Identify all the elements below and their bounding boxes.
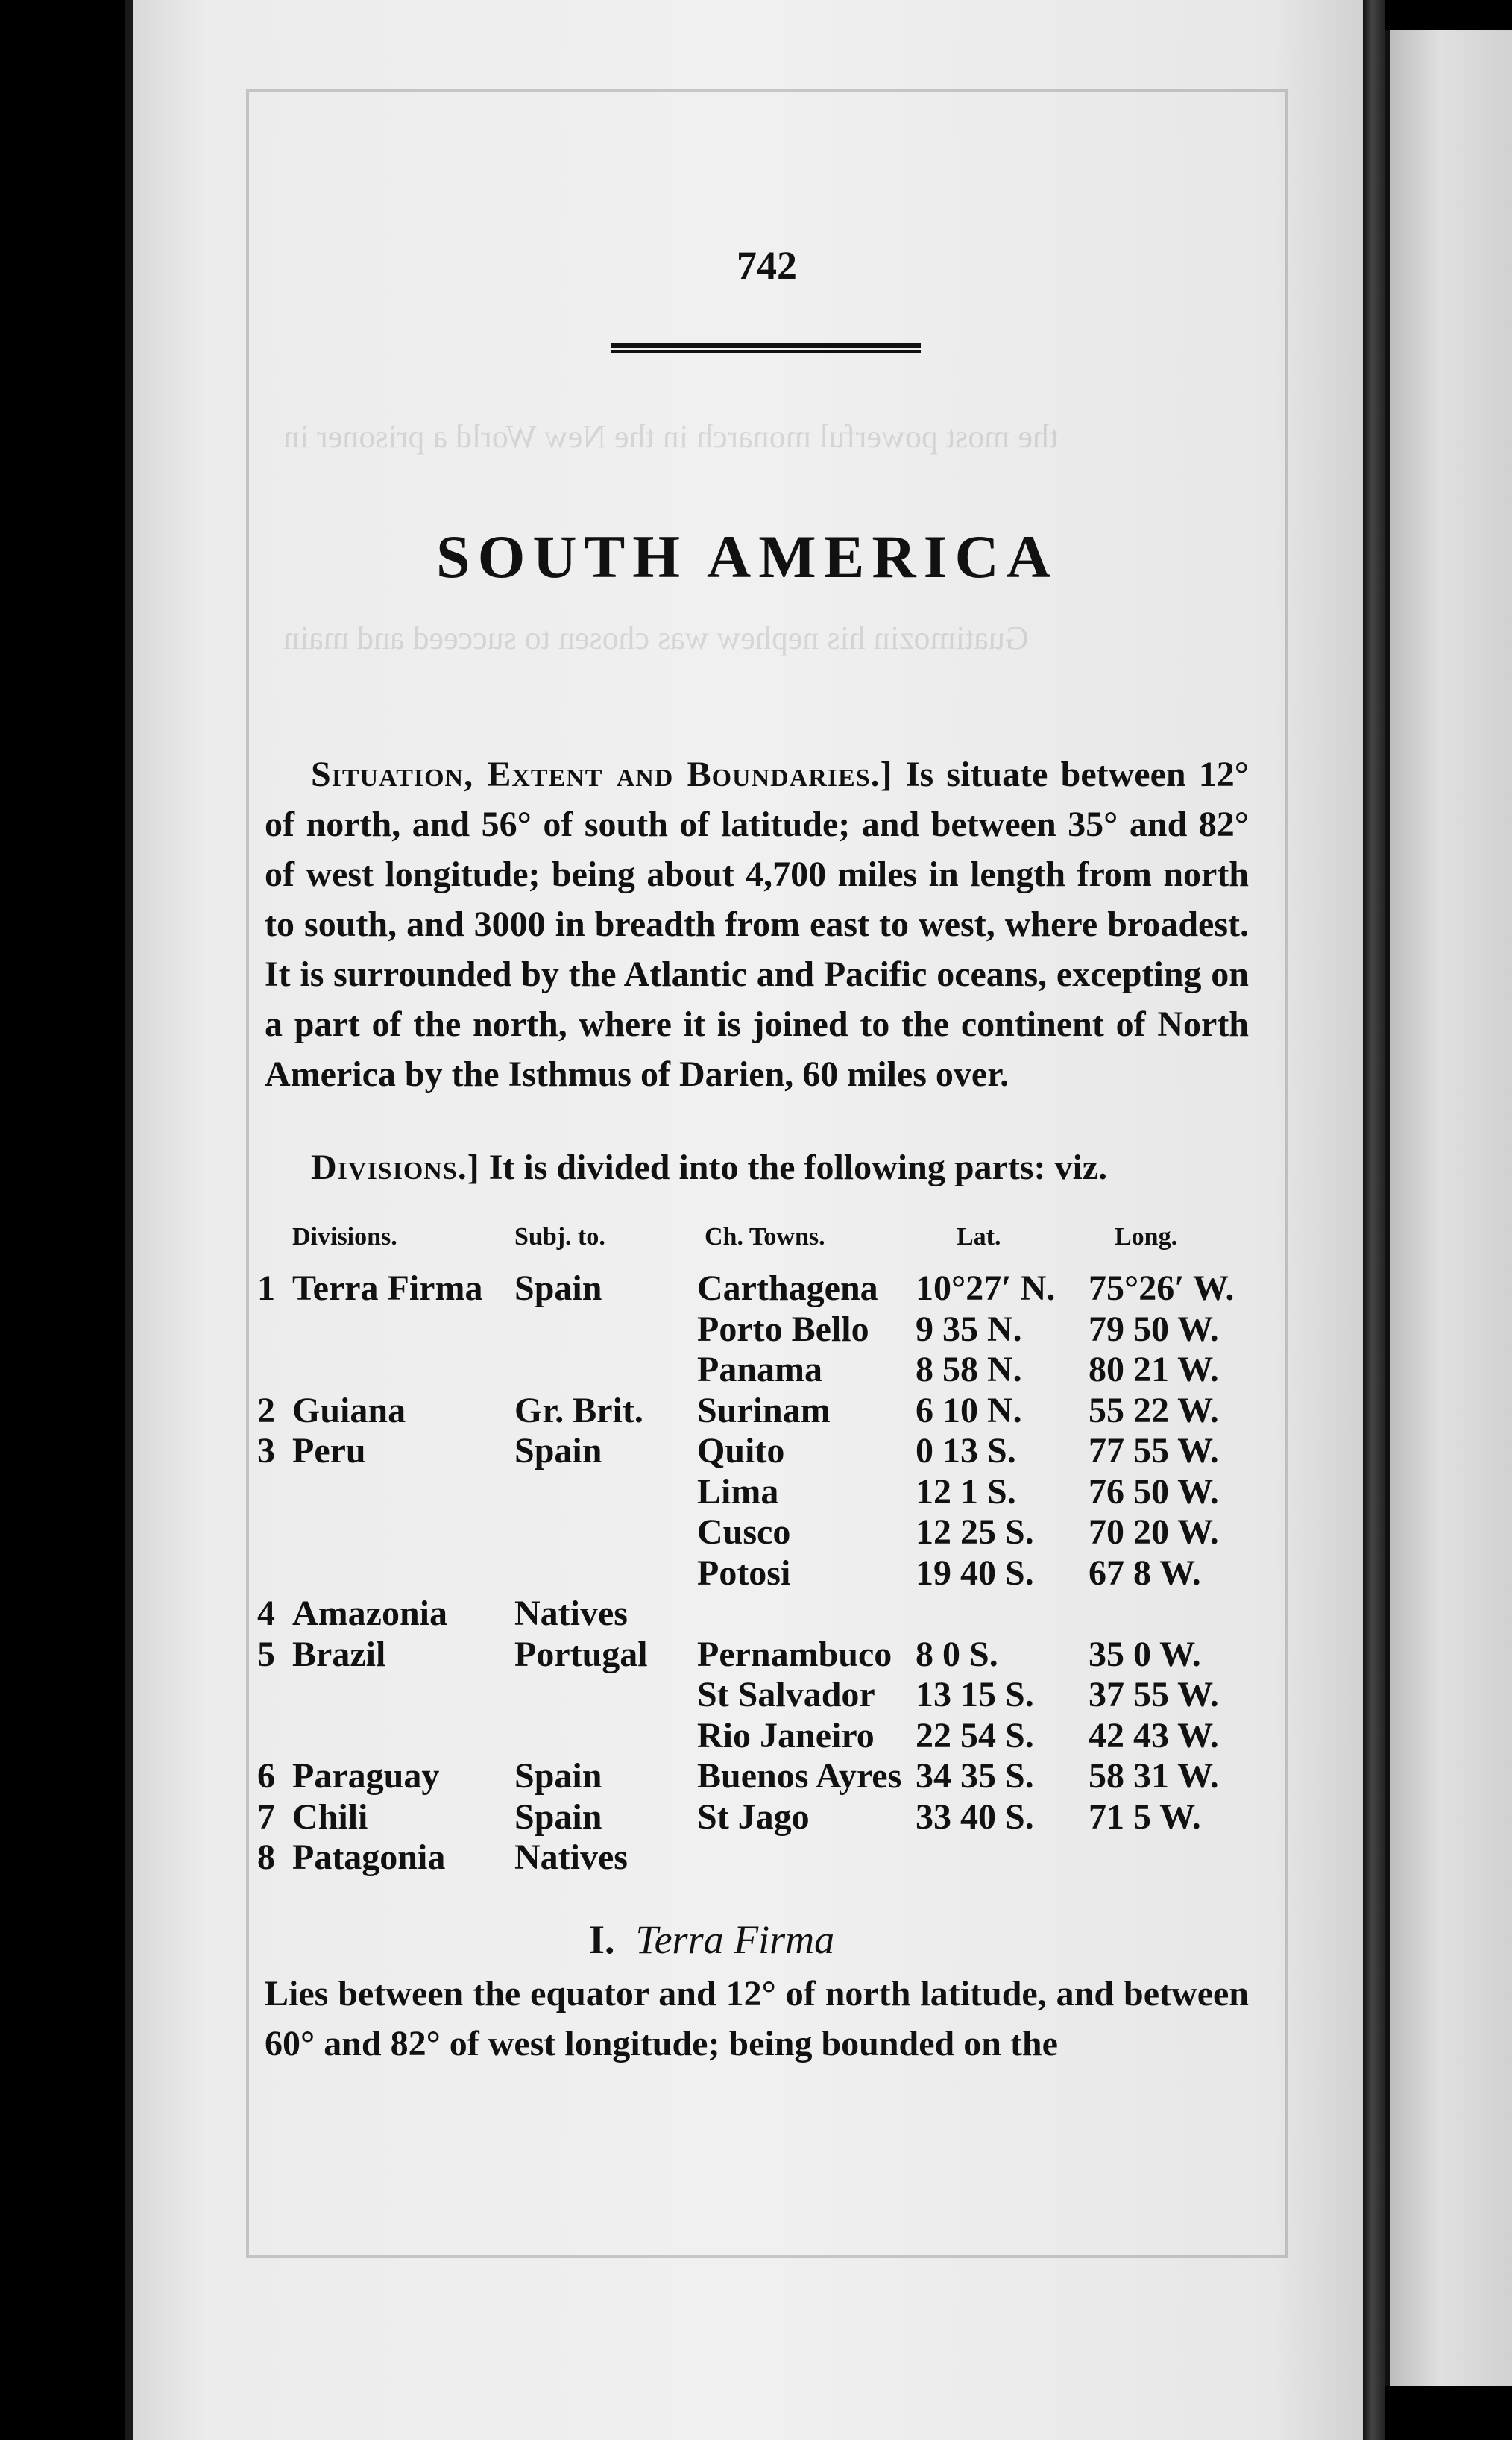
adjacent-page-edge [1385,30,1512,2386]
page-number: 742 [737,243,797,288]
row-number: 5 [257,1634,275,1674]
subject-to: Portugal [514,1634,648,1674]
latitude: 34 35 S. [916,1756,1034,1796]
division-name: Guiana [292,1390,406,1430]
latitude: 9 35 N. [916,1309,1022,1349]
latitude: 0 13 S. [916,1431,1016,1471]
subject-to: Gr. Brit. [514,1390,643,1430]
longitude: 71 5 W. [1089,1796,1201,1837]
longitude: 80 21 W. [1089,1350,1219,1389]
latitude: 19 40 S. [916,1553,1034,1593]
latitude: 22 54 S. [916,1715,1034,1755]
show-through-text: Guatimozin his nephew was chosen to succeed and main [283,620,1029,656]
row-number: 4 [257,1594,275,1633]
latitude: 6 10 N. [916,1390,1022,1430]
row-number: 6 [257,1756,275,1796]
page-title: SOUTH AMERICA [436,523,1058,591]
divisions-heading: Divisions.] [311,1148,480,1187]
latitude: 12 25 S. [916,1512,1034,1552]
row-number: 3 [257,1431,275,1471]
divisions-intro [265,1142,1249,1192]
section-paragraph: Lies between the equator and 12° of north latitude, and between 60° and 82° of west longitude; being bounded on the [265,1974,1249,2063]
latitude: 8 0 S. [916,1634,998,1674]
division-name: Peru [292,1431,366,1471]
chief-town: St Jago [697,1796,810,1837]
situation-paragraph [265,749,1249,1099]
row-number: 1 [257,1268,275,1308]
header-long: Long. [1115,1223,1178,1251]
chief-town: Potosi [697,1553,791,1593]
latitude: 13 15 S. [916,1675,1034,1714]
chief-town: Surinam [697,1390,831,1430]
longitude: 67 8 W. [1089,1553,1201,1593]
subject-to: Spain [514,1756,602,1796]
longitude: 70 20 W. [1089,1512,1219,1552]
longitude: 58 31 W. [1089,1756,1219,1796]
row-number: 8 [257,1837,275,1877]
chief-town: Lima [697,1471,779,1512]
section-heading [589,1917,834,1963]
header-lat: Lat. [957,1223,1001,1251]
subject-to: Spain [514,1268,602,1308]
subject-to: Natives [514,1837,628,1877]
longitude: 76 50 W. [1089,1471,1219,1512]
latitude: 10°27′ N. [916,1268,1056,1308]
latitude: 12 1 S. [916,1471,1016,1512]
longitude: 55 22 W. [1089,1390,1219,1430]
division-name: Brazil [292,1634,386,1674]
chief-town: Panama [697,1350,822,1389]
latitude: 33 40 S. [916,1796,1034,1837]
longitude: 37 55 W. [1089,1675,1219,1714]
header-subj-to: Subj. to. [514,1223,605,1251]
longitude: 77 55 W. [1089,1431,1219,1471]
chief-town: Buenos Ayres [697,1756,902,1796]
chief-town: Cusco [697,1512,791,1552]
longitude: 42 43 W. [1089,1715,1219,1755]
chief-town: Quito [697,1431,785,1471]
header-ch-towns: Ch. Towns. [705,1223,825,1251]
chief-town: Rio Janeiro [697,1715,875,1755]
row-number: 2 [257,1390,275,1430]
section-number: I. [589,1917,615,1962]
header-divisions: Divisions. [292,1223,397,1251]
row-number: 7 [257,1796,275,1837]
chief-town: Pernambuco [697,1634,892,1674]
division-name: Patagonia [292,1837,446,1877]
chief-town: St Salvador [697,1675,875,1714]
division-name: Amazonia [292,1594,447,1633]
division-name: Chili [292,1796,368,1837]
chief-town: Porto Bello [697,1309,869,1349]
situation-text: Is situate between 12° of north, and 56° of south of latitude; and between 35° and 82° of west longitude; being about 4,700 miles in length from north to south, and 3000 in breadth from east to west, where broadest. It is surrounded by the Atlantic and Pacific oceans, excepting on a part of the north, where it is joined to the continent of North America by the Isthmus of Darien, 60 miles over. [265,755,1250,1094]
division-name: Terra Firma [292,1268,483,1308]
section-name: Terra Firma [635,1917,835,1962]
subject-to: Natives [514,1594,628,1633]
header-rule [611,343,921,353]
chief-town: Carthagena [697,1268,878,1308]
book-spine [1363,0,1385,2440]
show-through-text: the most powerful monarch in the New World a prisoner in [283,418,1059,455]
longitude: 79 50 W. [1089,1309,1219,1349]
latitude: 8 58 N. [916,1350,1022,1389]
longitude: 75°26′ W. [1089,1268,1235,1308]
situation-heading: Situation, Extent and Boundaries.] [311,755,893,794]
divisions-text: It is divided into the following parts: viz. [479,1148,1108,1187]
longitude: 35 0 W. [1089,1634,1201,1674]
subject-to: Spain [514,1796,602,1837]
division-name: Paraguay [292,1756,440,1796]
subject-to: Spain [514,1431,602,1471]
